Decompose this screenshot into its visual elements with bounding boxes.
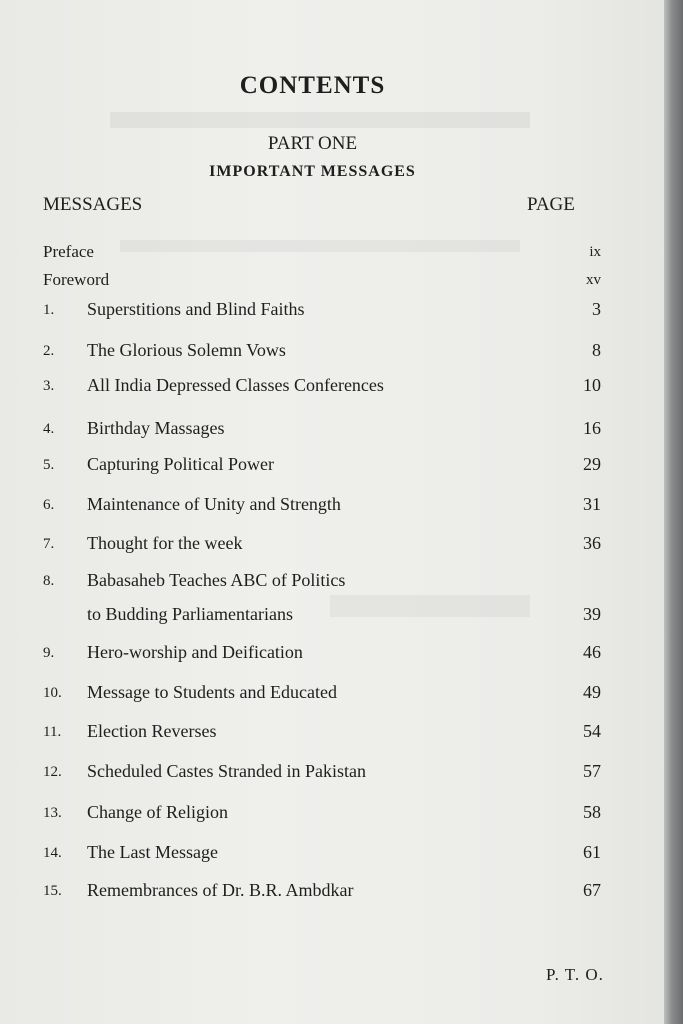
- column-heading-page: PAGE: [527, 194, 575, 215]
- toc-entry-page: 16: [583, 418, 601, 438]
- toc-entry-number: 9.: [43, 645, 55, 661]
- toc-entry-page: ix: [589, 244, 601, 260]
- column-heading-messages: MESSAGES: [43, 194, 143, 215]
- show-through-mark: [110, 112, 530, 128]
- toc-entry-number: 6.: [43, 497, 55, 513]
- toc-entry-label: Remembrances of Dr. B.R. Ambdkar: [87, 880, 354, 900]
- part-heading: PART ONE: [267, 133, 358, 154]
- toc-entry-page: 49: [583, 682, 601, 702]
- toc-entry-number: 10.: [43, 685, 62, 701]
- toc-entry-number: 4.: [43, 421, 55, 437]
- page-edge-shadow: [664, 0, 683, 1024]
- toc-entry-label: Foreword: [43, 270, 110, 289]
- toc-entry-number: 14.: [43, 845, 62, 861]
- toc-entry-page: xv: [586, 272, 601, 288]
- toc-entry-number: 2.: [43, 343, 55, 359]
- toc-front-matter-item: [43, 270, 601, 296]
- toc-entry-page: 58: [583, 802, 601, 822]
- toc-entry-label: The Last Message: [87, 842, 218, 862]
- toc-entry-page: 46: [583, 642, 601, 662]
- toc-entry-page: 57: [583, 761, 601, 781]
- toc-entry: [43, 880, 601, 906]
- toc-entry: [43, 642, 601, 668]
- toc-entry: [43, 299, 601, 325]
- toc-entry: [43, 533, 601, 559]
- toc-entry-number: 1.: [43, 302, 55, 318]
- toc-entry-label: to Budding Parliamentarians: [87, 604, 293, 624]
- toc-entry: [43, 375, 601, 401]
- toc-entry: [43, 570, 601, 596]
- toc-entry: [43, 721, 601, 747]
- toc-entry-label: Birthday Massages: [87, 418, 225, 438]
- page-footer-pto: P. T. O.: [546, 965, 604, 984]
- toc-entry-page: 67: [583, 880, 601, 900]
- part-subtitle: IMPORTANT MESSAGES: [209, 163, 416, 180]
- toc-entry: [43, 418, 601, 444]
- toc-front-matter-item: [43, 242, 601, 268]
- toc-entry-page: 10: [583, 375, 601, 395]
- toc-entry-label: Babasaheb Teaches ABC of Politics: [87, 570, 346, 590]
- toc-entry-number: 11.: [43, 724, 62, 740]
- toc-entry-label: Thought for the week: [87, 533, 243, 553]
- toc-entry-number: 8.: [43, 573, 55, 589]
- toc-entry-page: 29: [583, 454, 601, 474]
- toc-entry-page: 36: [583, 533, 601, 553]
- toc-entry: [43, 842, 601, 868]
- toc-entry-label: Election Reverses: [87, 721, 217, 741]
- toc-entry: [43, 494, 601, 520]
- toc-entry-page: 3: [592, 299, 601, 319]
- page-title: CONTENTS: [239, 72, 386, 99]
- toc-entry-label: Superstitions and Blind Faiths: [87, 299, 305, 319]
- toc-entry: [43, 761, 601, 787]
- toc-entry-number: 13.: [43, 805, 62, 821]
- toc-entry-page: 39: [583, 604, 601, 624]
- toc-entry-label: The Glorious Solemn Vows: [87, 340, 286, 360]
- toc-entry-page: 61: [583, 842, 601, 862]
- toc-entry: [43, 682, 601, 708]
- toc-entry: [43, 454, 601, 480]
- toc-entry-page: 31: [583, 494, 601, 514]
- toc-entry: [43, 340, 601, 366]
- toc-entry-label: Capturing Political Power: [87, 454, 274, 474]
- toc-entry-label: Change of Religion: [87, 802, 228, 822]
- toc-entry-label: Scheduled Castes Stranded in Pakistan: [87, 761, 366, 781]
- toc-entry-number: 5.: [43, 457, 55, 473]
- toc-entry-label: All India Depressed Classes Conferences: [87, 375, 384, 395]
- toc-entry-continuation: [43, 604, 601, 630]
- toc-entry: [43, 802, 601, 828]
- toc-entry-page: 8: [592, 340, 601, 360]
- toc-entry-label: Maintenance of Unity and Strength: [87, 494, 341, 514]
- toc-entry-page: 54: [583, 721, 601, 741]
- toc-entry-label: Hero-worship and Deification: [87, 642, 303, 662]
- toc-entry-number: 15.: [43, 883, 62, 899]
- toc-entry-number: 7.: [43, 536, 55, 552]
- toc-entry-number: 12.: [43, 764, 62, 780]
- toc-entry-number: 3.: [43, 378, 55, 394]
- toc-entry-label: Message to Students and Educated: [87, 682, 337, 702]
- toc-entry-label: Preface: [43, 242, 94, 261]
